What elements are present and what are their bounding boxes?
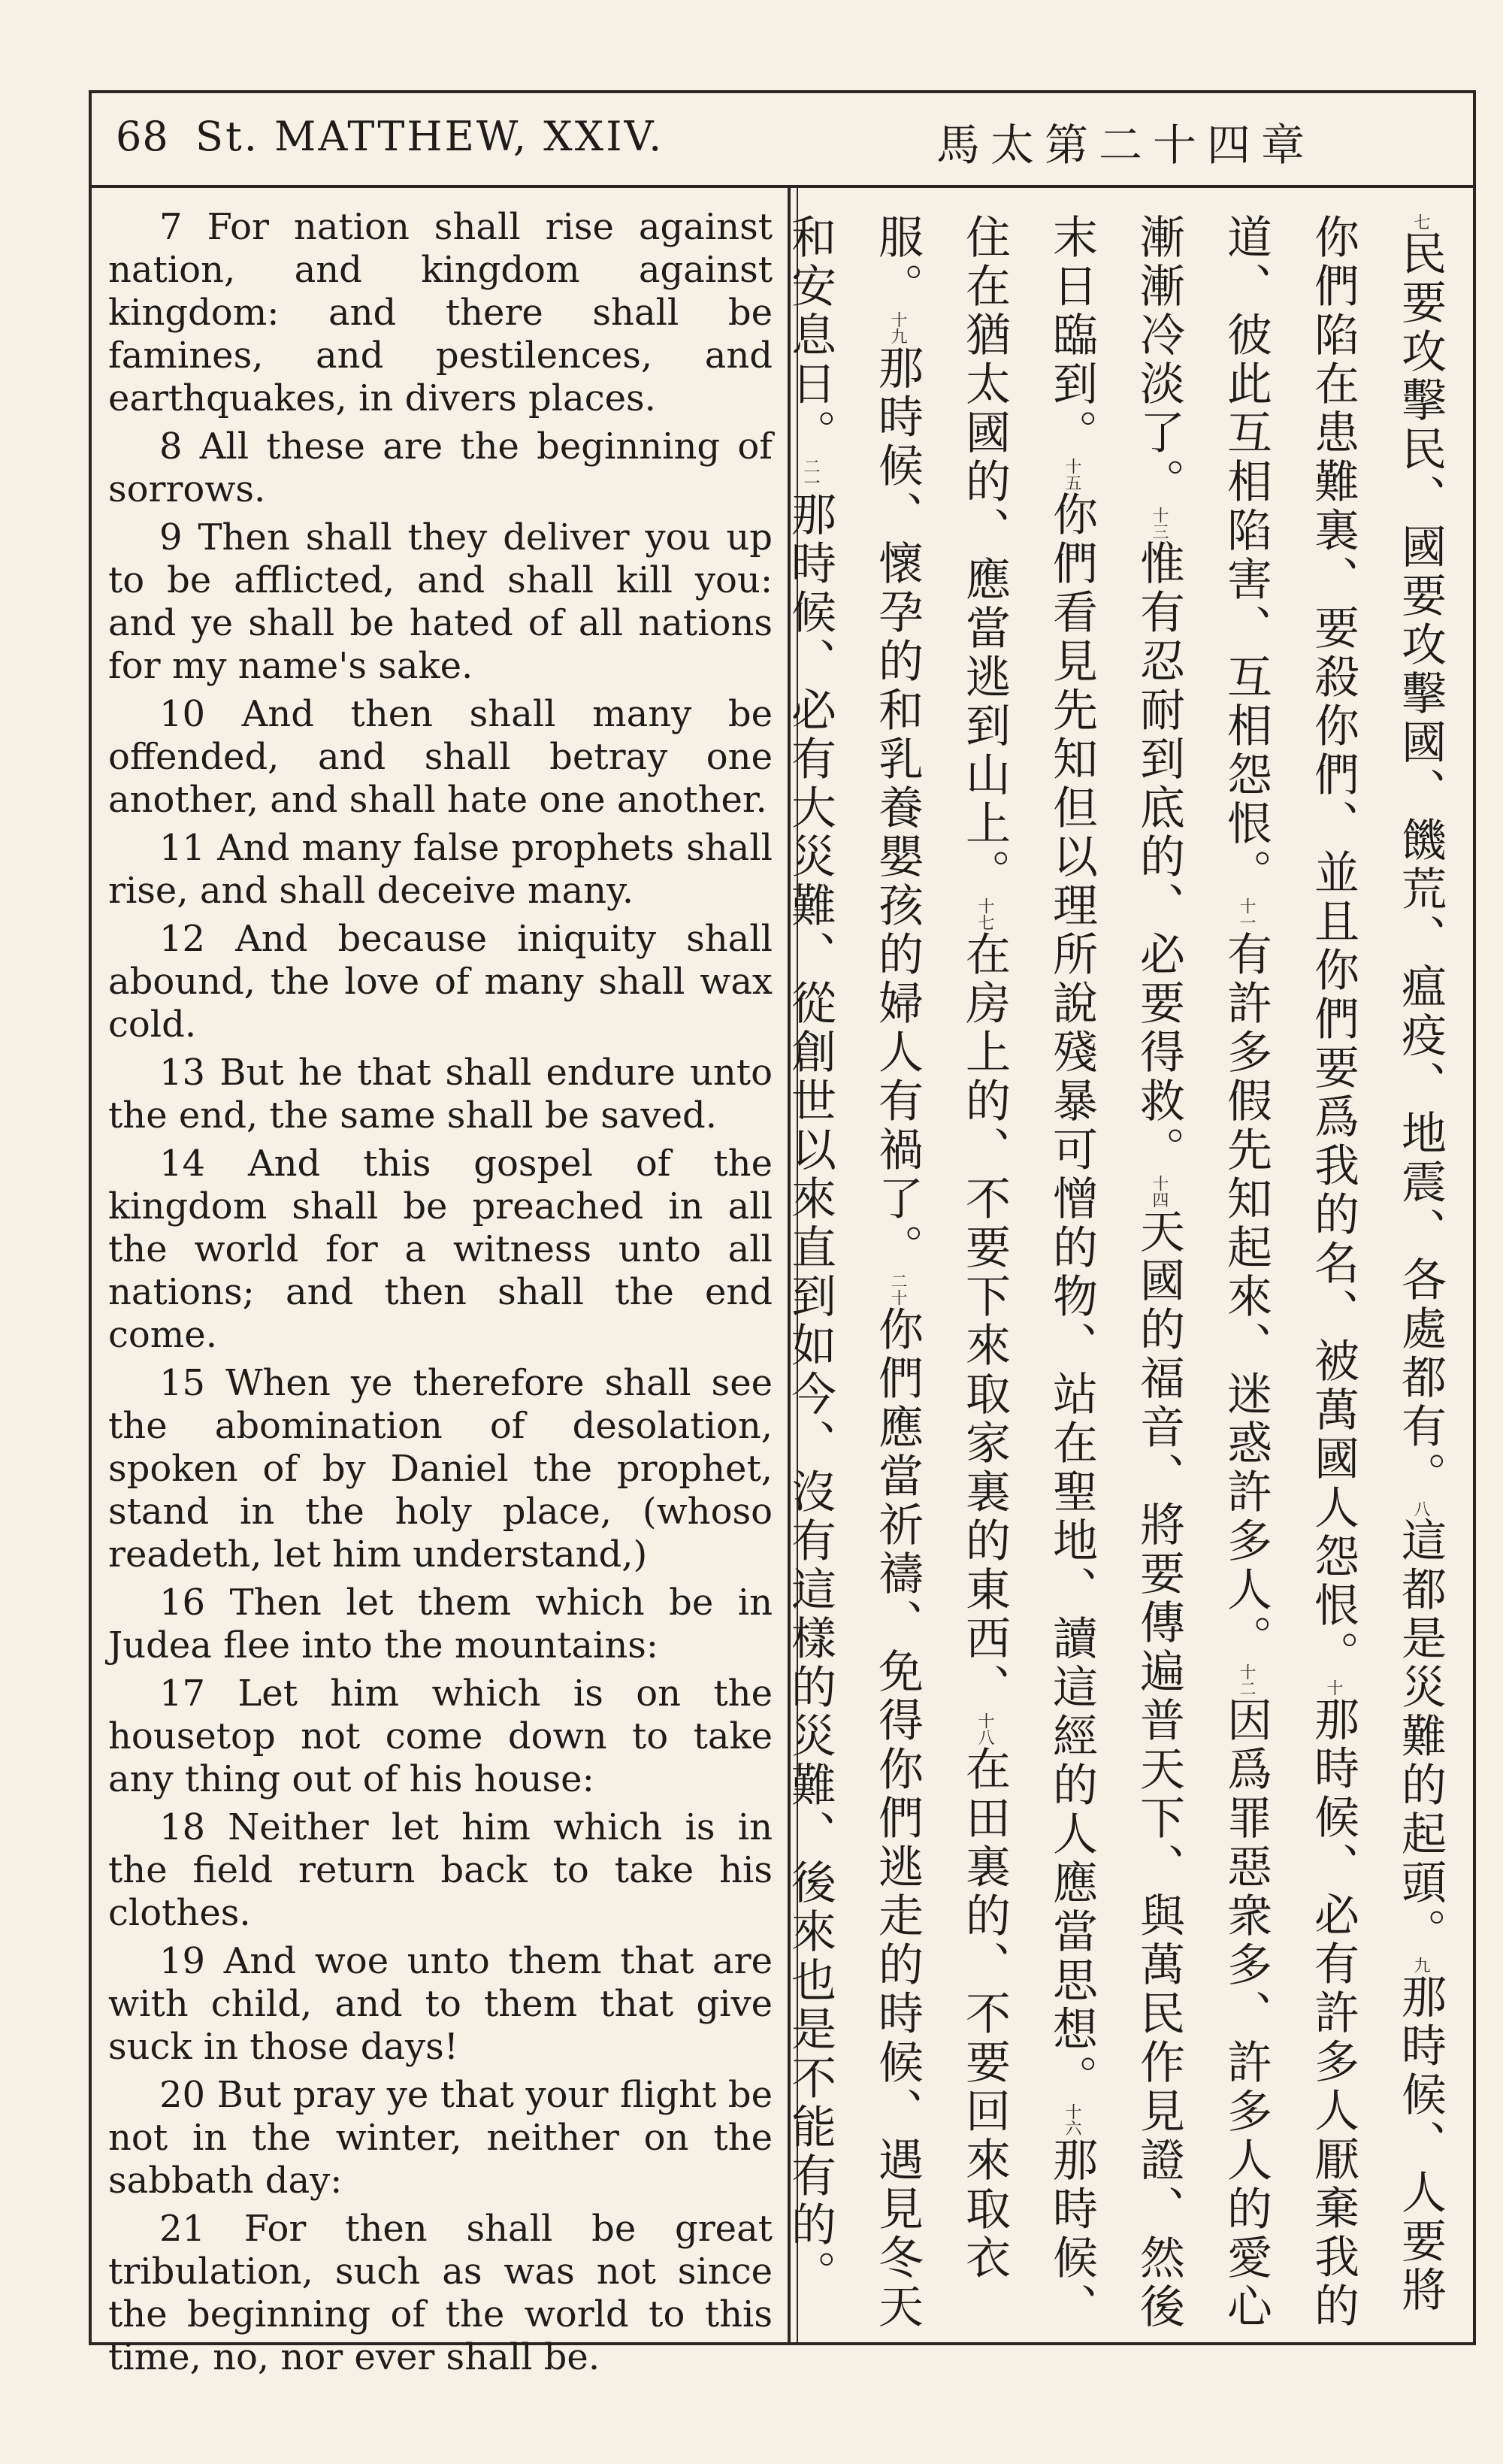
chinese-verse <box>958 898 1011 1712</box>
chinese-verse-number: 十七 <box>975 898 994 931</box>
english-verse: 8 All these are the beginning of sorrows. <box>108 425 773 510</box>
english-verse: 13 But he that shall endure unto the end, the same shall be saved. <box>108 1052 773 1137</box>
chinese-verse-text: 在田裏的、不要回來取衣服。 <box>871 213 1011 2283</box>
chinese-verse-number: 十四 <box>1150 1175 1169 1208</box>
chinese-verse-number: 七 <box>1411 213 1430 230</box>
chinese-verse-number: 十八 <box>975 1712 994 1745</box>
chinese-verse <box>1394 213 1447 1500</box>
english-verse: 16 Then let them which be in Judea flee into the mountains: <box>108 1582 773 1666</box>
chinese-verse-text: 那時候、住在猶太國的、應當逃到山上。 <box>958 213 1098 2332</box>
chinese-verse-text: 這都是災難的起頭。 <box>1394 1517 1447 1957</box>
chinese-verse-number: 十 <box>1324 1679 1343 1696</box>
english-verse: 12 And because iniquity shall abound, the love of many shall wax cold. <box>108 918 773 1046</box>
english-verse: 17 Let him which is on the housetop not come down to take any thing out of his house: <box>108 1672 773 1800</box>
page-number: 68 <box>116 113 169 160</box>
english-text-column <box>108 206 773 2384</box>
chinese-verse-number: 二十 <box>888 1273 907 1306</box>
chinese-verse-number: 十五 <box>1063 458 1081 491</box>
chinese-verse-text: 那時候、人要將你們陷在患難裏、要殺你們、並且你們要爲我的名、被萬國人怨恨。 <box>1307 213 1447 2315</box>
chinese-verse-text: 你們看見先知但以理所說殘暴可憎的物、站在聖地、讀這經的人應當思想。 <box>1045 491 1098 2103</box>
chinese-verse <box>1045 458 1098 2103</box>
chinese-verse <box>1220 898 1272 1663</box>
chinese-verse-text: 因爲罪惡衆多、許多人的愛心漸漸冷淡了。 <box>1133 213 1272 2332</box>
chinese-verse <box>1394 1500 1447 1957</box>
chinese-verse-number: 十九 <box>888 311 907 344</box>
chinese-verse <box>1133 507 1185 1175</box>
chinese-verse-text: 那時候、必有許多人厭棄我的道、彼此互相陷害、互相怨恨。 <box>1220 213 1359 2331</box>
chinese-verse-text: 惟有忍耐到底的、必要得救。 <box>1133 540 1185 1175</box>
english-verse: 20 But pray ye that your flight be not in the winter, neither on the sabbath day: <box>108 2074 773 2202</box>
english-verse: 14 And this gospel of the kingdom shall be preached in all the world for a witness unto all nations; and then shall the end come. <box>108 1143 773 1356</box>
english-verse: 7 For nation shall rise against nation, and kingdom against kingdom: and there shall be famines, and pestilences, and earthquakes, in divers places. <box>108 206 773 419</box>
chinese-verse-number: 二一 <box>801 458 820 491</box>
english-verse: 10 And then shall many be offended, and shall betray one another, and shall hate one another. <box>108 693 773 821</box>
page-frame <box>89 90 1476 2378</box>
chinese-verse-text: 那時候、必有大災難、從創世以來直到如今、沒有這樣的災難、後來也是不能有的。 <box>784 491 836 2299</box>
chinese-text-column <box>784 213 1464 2333</box>
english-verse: 21 For then shall be great tribulation, such as was not since the beginning of the world to this time, no, nor ever shall be. <box>108 2208 773 2378</box>
chinese-verse-number: 九 <box>1411 1957 1430 1973</box>
english-verse: 18 Neither let him which is in the field return back to take his clothes. <box>108 1806 773 1934</box>
chinese-verse <box>871 311 924 1273</box>
chinese-verse-text: 天國的福音、將要傳遍普天下、與萬民作見證、然後末日臨到。 <box>1045 213 1185 2332</box>
english-verse: 9 Then shall they deliver you up to be afflicted, and shall kill you: and ye shall be hated of all nations for my name's sake. <box>108 516 773 687</box>
chinese-verse-number: 十一 <box>1237 898 1256 931</box>
chinese-verse <box>784 458 836 2299</box>
chinese-verse-number: 十三 <box>1150 507 1169 540</box>
english-running-title: St. MATTHEW, XXIV. <box>195 113 664 160</box>
running-header <box>92 93 1473 188</box>
chinese-verse-text: 在房上的、不要下來取家裏的東西、 <box>958 931 1011 1712</box>
english-verse: 11 And many false prophets shall rise, and shall deceive many. <box>108 827 773 912</box>
chinese-verse-number: 十六 <box>1063 2103 1081 2136</box>
chinese-verse-number: 十二 <box>1237 1663 1256 1697</box>
chinese-verse-text: 那時候、懷孕的和乳養嬰孩的婦人有禍了。 <box>871 344 924 1273</box>
chinese-verse-number: 八 <box>1411 1500 1430 1517</box>
chinese-verse-text: 有許多假先知起來、迷惑許多人。 <box>1220 931 1272 1663</box>
chinese-verse-text: 民要攻擊民、國要攻擊國、饑荒、瘟疫、地震、各處都有。 <box>1394 230 1447 1500</box>
english-verse: 19 And woe unto them that are with child, and to them that give suck in those days! <box>108 1940 773 2068</box>
chinese-verse-text: 你們應當祈禱、免得你們逃走的時候、遇見冬天和安息日。 <box>784 213 924 2332</box>
english-verse: 15 When ye therefore shall see the abomination of desolation, spoken of by Daniel the prophet, stand in the holy place, (whoso readeth, let him understand,) <box>108 1362 773 1576</box>
chinese-running-title: 馬太第二十四章 <box>936 120 1315 171</box>
